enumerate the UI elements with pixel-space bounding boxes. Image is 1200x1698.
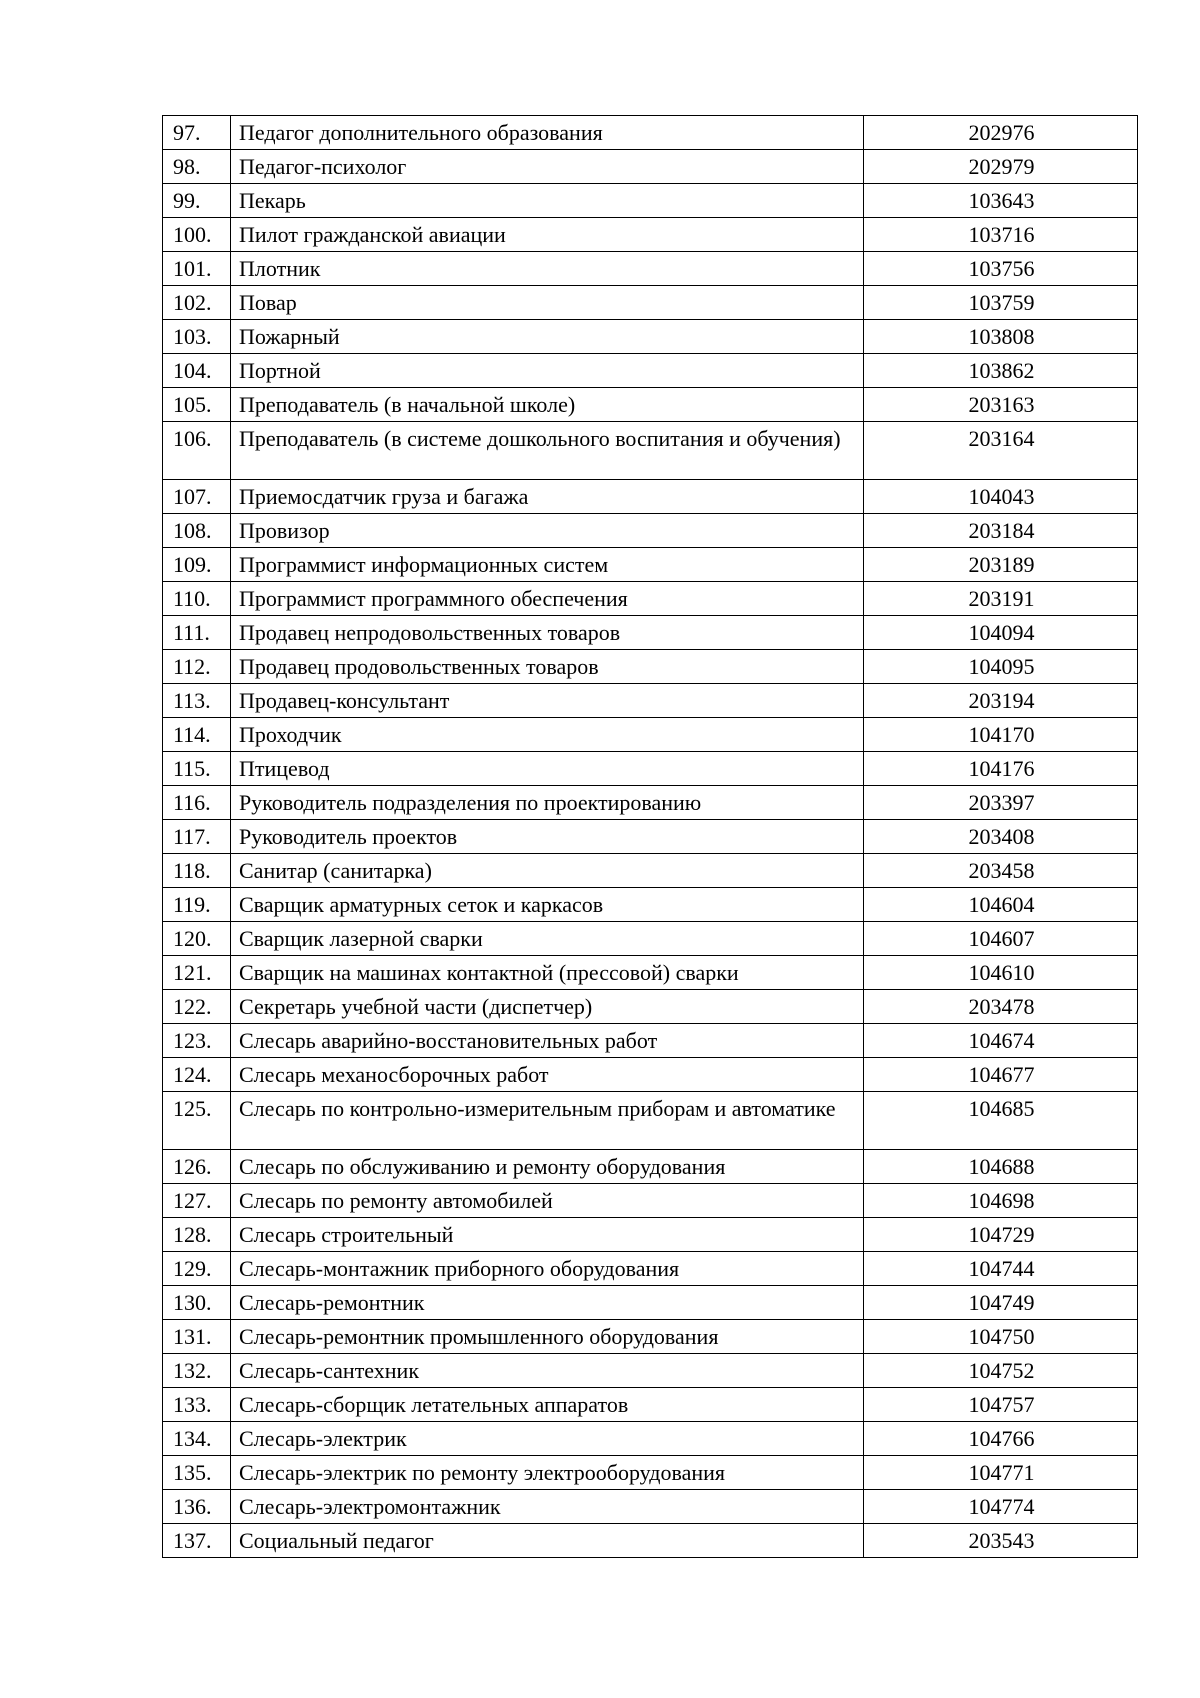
profession-code-cell: 202976 xyxy=(864,116,1138,150)
row-number-cell: 98. xyxy=(163,150,231,184)
profession-code-cell: 103716 xyxy=(864,218,1138,252)
table-row xyxy=(163,684,1138,718)
profession-code-cell: 104604 xyxy=(864,888,1138,922)
profession-name-cell: Повар xyxy=(231,286,864,320)
profession-code-cell: 104750 xyxy=(864,1320,1138,1354)
table-row xyxy=(163,116,1138,150)
table-row xyxy=(163,1286,1138,1320)
profession-name-cell: Педагог дополнительного образования xyxy=(231,116,864,150)
table-row xyxy=(163,1092,1138,1150)
profession-name-cell: Слесарь-монтажник приборного оборудования xyxy=(231,1252,864,1286)
profession-code-cell: 203189 xyxy=(864,548,1138,582)
profession-code-cell: 103808 xyxy=(864,320,1138,354)
profession-name-cell: Пожарный xyxy=(231,320,864,354)
row-number-cell: 133. xyxy=(163,1388,231,1422)
table-row xyxy=(163,218,1138,252)
profession-name-cell: Слесарь по обслуживанию и ремонту оборудования xyxy=(231,1150,864,1184)
table-row xyxy=(163,252,1138,286)
row-number-cell: 115. xyxy=(163,752,231,786)
profession-code-cell: 104170 xyxy=(864,718,1138,752)
table-row xyxy=(163,820,1138,854)
profession-code-cell: 104729 xyxy=(864,1218,1138,1252)
profession-name-cell: Слесарь-ремонтник xyxy=(231,1286,864,1320)
row-number-cell: 122. xyxy=(163,990,231,1024)
profession-name-cell: Портной xyxy=(231,354,864,388)
table-row xyxy=(163,854,1138,888)
row-number-cell: 137. xyxy=(163,1524,231,1558)
profession-name-cell: Приемосдатчик груза и багажа xyxy=(231,480,864,514)
table-row xyxy=(163,922,1138,956)
profession-name-cell: Провизор xyxy=(231,514,864,548)
table-row xyxy=(163,1024,1138,1058)
profession-code-cell: 203397 xyxy=(864,786,1138,820)
table-row xyxy=(163,1218,1138,1252)
table-row xyxy=(163,150,1138,184)
profession-name-cell: Преподаватель (в системе дошкольного воспитания и обучения) xyxy=(231,422,864,480)
profession-name-cell: Социальный педагог xyxy=(231,1524,864,1558)
row-number-cell: 103. xyxy=(163,320,231,354)
row-number-cell: 117. xyxy=(163,820,231,854)
row-number-cell: 123. xyxy=(163,1024,231,1058)
profession-name-cell: Продавец-консультант xyxy=(231,684,864,718)
profession-code-cell: 104677 xyxy=(864,1058,1138,1092)
table-row xyxy=(163,1524,1138,1558)
row-number-cell: 110. xyxy=(163,582,231,616)
profession-code-cell: 104095 xyxy=(864,650,1138,684)
profession-name-cell: Слесарь по контрольно-измерительным приборам и автоматике xyxy=(231,1092,864,1150)
table-row xyxy=(163,990,1138,1024)
profession-name-cell: Слесарь-электрик xyxy=(231,1422,864,1456)
profession-code-cell: 104771 xyxy=(864,1456,1138,1490)
table-row xyxy=(163,514,1138,548)
profession-name-cell: Сварщик лазерной сварки xyxy=(231,922,864,956)
profession-name-cell: Программист программного обеспечения xyxy=(231,582,864,616)
row-number-cell: 120. xyxy=(163,922,231,956)
table-row xyxy=(163,1388,1138,1422)
table-row xyxy=(163,1150,1138,1184)
profession-name-cell: Пекарь xyxy=(231,184,864,218)
table-row xyxy=(163,718,1138,752)
profession-code-cell: 103756 xyxy=(864,252,1138,286)
table-row xyxy=(163,354,1138,388)
profession-code-cell: 104766 xyxy=(864,1422,1138,1456)
row-number-cell: 125. xyxy=(163,1092,231,1150)
table-row xyxy=(163,1456,1138,1490)
table-row xyxy=(163,752,1138,786)
professions-table-body xyxy=(163,116,1138,1558)
table-row xyxy=(163,1252,1138,1286)
profession-name-cell: Преподаватель (в начальной школе) xyxy=(231,388,864,422)
row-number-cell: 100. xyxy=(163,218,231,252)
profession-code-cell: 103862 xyxy=(864,354,1138,388)
profession-code-cell: 104674 xyxy=(864,1024,1138,1058)
table-row xyxy=(163,786,1138,820)
profession-name-cell: Слесарь-электрик по ремонту электрооборудования xyxy=(231,1456,864,1490)
profession-name-cell: Слесарь аварийно-восстановительных работ xyxy=(231,1024,864,1058)
profession-name-cell: Плотник xyxy=(231,252,864,286)
row-number-cell: 99. xyxy=(163,184,231,218)
row-number-cell: 118. xyxy=(163,854,231,888)
profession-name-cell: Слесарь механосборочных работ xyxy=(231,1058,864,1092)
profession-code-cell: 104094 xyxy=(864,616,1138,650)
row-number-cell: 102. xyxy=(163,286,231,320)
profession-code-cell: 203543 xyxy=(864,1524,1138,1558)
row-number-cell: 113. xyxy=(163,684,231,718)
profession-name-cell: Продавец непродовольственных товаров xyxy=(231,616,864,650)
profession-code-cell: 104688 xyxy=(864,1150,1138,1184)
profession-code-cell: 104757 xyxy=(864,1388,1138,1422)
row-number-cell: 108. xyxy=(163,514,231,548)
profession-name-cell: Санитар (санитарка) xyxy=(231,854,864,888)
profession-code-cell: 104043 xyxy=(864,480,1138,514)
row-number-cell: 131. xyxy=(163,1320,231,1354)
profession-name-cell: Сварщик на машинах контактной (прессовой) сварки xyxy=(231,956,864,990)
table-row xyxy=(163,1422,1138,1456)
table-row xyxy=(163,956,1138,990)
profession-code-cell: 203478 xyxy=(864,990,1138,1024)
profession-code-cell: 104749 xyxy=(864,1286,1138,1320)
row-number-cell: 135. xyxy=(163,1456,231,1490)
profession-code-cell: 104774 xyxy=(864,1490,1138,1524)
profession-name-cell: Слесарь по ремонту автомобилей xyxy=(231,1184,864,1218)
row-number-cell: 129. xyxy=(163,1252,231,1286)
table-row xyxy=(163,480,1138,514)
profession-name-cell: Птицевод xyxy=(231,752,864,786)
profession-code-cell: 203191 xyxy=(864,582,1138,616)
row-number-cell: 107. xyxy=(163,480,231,514)
profession-code-cell: 203458 xyxy=(864,854,1138,888)
row-number-cell: 136. xyxy=(163,1490,231,1524)
profession-code-cell: 104698 xyxy=(864,1184,1138,1218)
profession-name-cell: Педагог-психолог xyxy=(231,150,864,184)
profession-name-cell: Слесарь-сборщик летательных аппаратов xyxy=(231,1388,864,1422)
table-row xyxy=(163,388,1138,422)
table-row xyxy=(163,650,1138,684)
row-number-cell: 111. xyxy=(163,616,231,650)
row-number-cell: 109. xyxy=(163,548,231,582)
table-row xyxy=(163,888,1138,922)
row-number-cell: 119. xyxy=(163,888,231,922)
profession-name-cell: Руководитель подразделения по проектированию xyxy=(231,786,864,820)
table-row xyxy=(163,320,1138,354)
profession-name-cell: Проходчик xyxy=(231,718,864,752)
profession-name-cell: Слесарь строительный xyxy=(231,1218,864,1252)
table-row xyxy=(163,1184,1138,1218)
profession-code-cell: 103759 xyxy=(864,286,1138,320)
profession-code-cell: 202979 xyxy=(864,150,1138,184)
profession-code-cell: 104752 xyxy=(864,1354,1138,1388)
row-number-cell: 106. xyxy=(163,422,231,480)
row-number-cell: 104. xyxy=(163,354,231,388)
table-row xyxy=(163,1490,1138,1524)
profession-code-cell: 203194 xyxy=(864,684,1138,718)
profession-code-cell: 203164 xyxy=(864,422,1138,480)
row-number-cell: 105. xyxy=(163,388,231,422)
row-number-cell: 130. xyxy=(163,1286,231,1320)
profession-code-cell: 203184 xyxy=(864,514,1138,548)
table-row xyxy=(163,548,1138,582)
row-number-cell: 121. xyxy=(163,956,231,990)
table-row xyxy=(163,184,1138,218)
row-number-cell: 124. xyxy=(163,1058,231,1092)
profession-name-cell: Руководитель проектов xyxy=(231,820,864,854)
profession-code-cell: 104176 xyxy=(864,752,1138,786)
table-row xyxy=(163,582,1138,616)
profession-code-cell: 103643 xyxy=(864,184,1138,218)
profession-name-cell: Программист информационных систем xyxy=(231,548,864,582)
profession-name-cell: Сварщик арматурных сеток и каркасов xyxy=(231,888,864,922)
row-number-cell: 128. xyxy=(163,1218,231,1252)
profession-code-cell: 104607 xyxy=(864,922,1138,956)
row-number-cell: 134. xyxy=(163,1422,231,1456)
row-number-cell: 97. xyxy=(163,116,231,150)
row-number-cell: 126. xyxy=(163,1150,231,1184)
profession-code-cell: 203163 xyxy=(864,388,1138,422)
row-number-cell: 112. xyxy=(163,650,231,684)
profession-code-cell: 203408 xyxy=(864,820,1138,854)
profession-code-cell: 104744 xyxy=(864,1252,1138,1286)
profession-name-cell: Слесарь-электромонтажник xyxy=(231,1490,864,1524)
row-number-cell: 132. xyxy=(163,1354,231,1388)
profession-name-cell: Слесарь-сантехник xyxy=(231,1354,864,1388)
professions-table xyxy=(162,115,1138,1558)
table-row xyxy=(163,422,1138,480)
profession-name-cell: Секретарь учебной части (диспетчер) xyxy=(231,990,864,1024)
profession-code-cell: 104610 xyxy=(864,956,1138,990)
row-number-cell: 114. xyxy=(163,718,231,752)
row-number-cell: 116. xyxy=(163,786,231,820)
profession-name-cell: Продавец продовольственных товаров xyxy=(231,650,864,684)
profession-name-cell: Слесарь-ремонтник промышленного оборудования xyxy=(231,1320,864,1354)
table-row xyxy=(163,1320,1138,1354)
table-row xyxy=(163,616,1138,650)
table-row xyxy=(163,1058,1138,1092)
profession-name-cell: Пилот гражданской авиации xyxy=(231,218,864,252)
table-row xyxy=(163,1354,1138,1388)
table-row xyxy=(163,286,1138,320)
profession-code-cell: 104685 xyxy=(864,1092,1138,1150)
row-number-cell: 101. xyxy=(163,252,231,286)
row-number-cell: 127. xyxy=(163,1184,231,1218)
